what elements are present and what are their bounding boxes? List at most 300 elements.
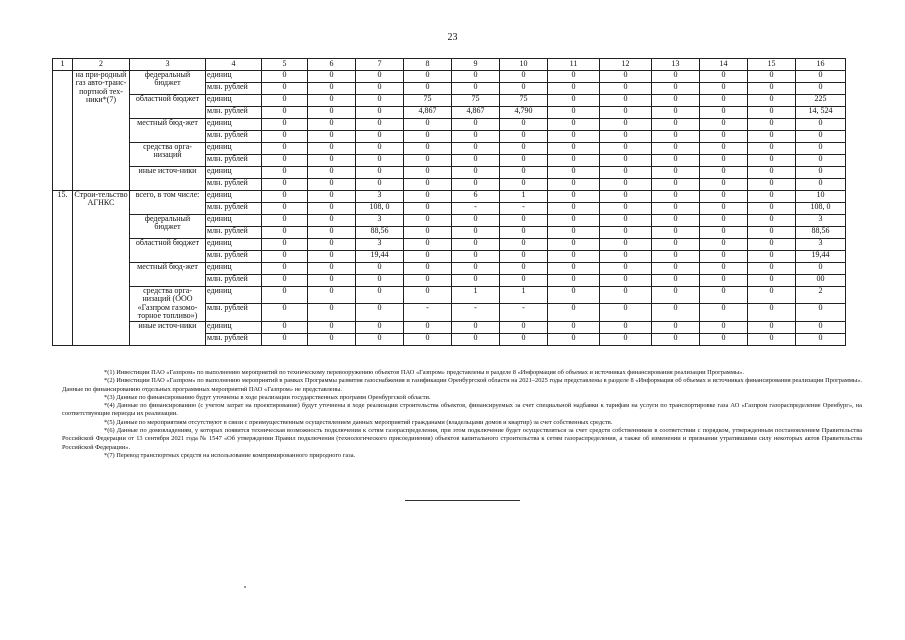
unit-cell: млн. рублей (206, 155, 262, 167)
value-cell: 0 (262, 333, 308, 345)
value-cell: 0 (700, 119, 748, 131)
value-cell: 0 (748, 275, 796, 287)
unit-cell: единиц (206, 95, 262, 107)
value-cell: 0 (262, 263, 308, 275)
table-row (53, 143, 846, 155)
value-cell: 0 (700, 333, 748, 345)
value-cell: 0 (262, 239, 308, 251)
value-cell: 0 (748, 179, 796, 191)
value-cell: 0 (548, 83, 600, 95)
value-cell: 0 (748, 287, 796, 304)
value-cell: 0 (262, 95, 308, 107)
value-cell: 0 (452, 119, 500, 131)
value-cell: 0 (500, 179, 548, 191)
value-cell: 0 (404, 83, 452, 95)
value-cell: 0 (748, 321, 796, 333)
value-cell: 0 (356, 83, 404, 95)
table-row (53, 95, 846, 107)
funding-source: местный бюд-жет (130, 263, 206, 287)
value-cell: 1 (500, 287, 548, 304)
column-number: 14 (700, 59, 748, 71)
value-cell: 0 (404, 227, 452, 239)
value-cell: 0 (262, 227, 308, 239)
value-cell: 0 (262, 143, 308, 155)
value-cell: 4,867 (452, 107, 500, 119)
footnote: *(5) Данные по мероприятиям отсутствуют в связи с преимущественным осуществлением данных мероприятий гражданами (владельцами домов и квартир) за счет собственных средств. (104, 418, 613, 426)
table-row (53, 321, 846, 333)
funding-source: иные источ-ники (130, 167, 206, 191)
value-cell: 0 (652, 119, 700, 131)
value-cell: 0 (700, 167, 748, 179)
unit-cell: единиц (206, 167, 262, 179)
value-cell: 0 (600, 143, 652, 155)
value-cell: 0 (748, 215, 796, 227)
value-cell: 0 (452, 333, 500, 345)
value-cell: 0 (748, 251, 796, 263)
value-cell: 0 (356, 119, 404, 131)
value-cell: 0 (600, 179, 652, 191)
value-cell: 0 (500, 131, 548, 143)
table-row (53, 119, 846, 131)
value-cell: 0 (796, 179, 846, 191)
value-cell: 0 (600, 191, 652, 203)
value-cell: 108, 0 (796, 203, 846, 215)
value-cell: 225 (796, 95, 846, 107)
value-cell: 0 (356, 304, 404, 321)
value-cell: 0 (500, 321, 548, 333)
value-cell: 0 (700, 179, 748, 191)
value-cell: 0 (600, 239, 652, 251)
value-cell: 0 (500, 239, 548, 251)
value-cell: 75 (452, 95, 500, 107)
value-cell: 0 (404, 203, 452, 215)
value-cell: 0 (796, 333, 846, 345)
scan-speck (244, 586, 246, 588)
column-number: 15 (748, 59, 796, 71)
value-cell: 0 (600, 263, 652, 275)
value-cell: 0 (700, 215, 748, 227)
funding-source: федеральный бюджет (130, 71, 206, 95)
value-cell: 0 (404, 143, 452, 155)
value-cell: 0 (262, 275, 308, 287)
value-cell: 4,790 (500, 107, 548, 119)
footnote: *(6) Данные по домовладениям, у которых появится техническая возможность подключения к сетям газораспределения, при этом подключение будет осуществляться за счет средств собственников в соответствии с порядком, утвержденным постановлением Правительства Российской Федерации от 13 сентября 2021 года № 1547 «Об утверждении Правил подключения (технологического присоединения) объектов капитального строительства к сетям газораспределения, а также об изменении и признании утратившими силу некоторых актов Правительства Российской Федерации». (62, 427, 862, 451)
value-cell: 75 (500, 95, 548, 107)
value-cell: 0 (452, 131, 500, 143)
value-cell: 0 (700, 263, 748, 275)
unit-cell: единиц (206, 143, 262, 155)
value-cell: 0 (652, 83, 700, 95)
column-number: 12 (600, 59, 652, 71)
unit-cell: единиц (206, 191, 262, 203)
value-cell: 0 (748, 263, 796, 275)
value-cell: 0 (748, 71, 796, 83)
value-cell: 0 (404, 179, 452, 191)
value-cell: 0 (748, 83, 796, 95)
value-cell: 0 (452, 251, 500, 263)
unit-cell: млн. рублей (206, 333, 262, 345)
value-cell: 0 (548, 191, 600, 203)
value-cell: 0 (548, 263, 600, 275)
value-cell: 0 (308, 143, 356, 155)
value-cell: 4,867 (404, 107, 452, 119)
value-cell: 0 (600, 287, 652, 304)
column-number: 1 (53, 59, 73, 71)
value-cell: 0 (652, 215, 700, 227)
value-cell: 0 (356, 167, 404, 179)
value-cell: 0 (652, 239, 700, 251)
value-cell: 0 (748, 131, 796, 143)
value-cell: 0 (308, 203, 356, 215)
value-cell: 0 (308, 215, 356, 227)
unit-cell: млн. рублей (206, 227, 262, 239)
value-cell: 0 (652, 203, 700, 215)
value-cell: 108, 0 (356, 203, 404, 215)
table-row (53, 71, 846, 83)
value-cell: 0 (600, 227, 652, 239)
value-cell: 0 (652, 227, 700, 239)
value-cell: 75 (404, 95, 452, 107)
value-cell: 0 (700, 321, 748, 333)
value-cell: 0 (600, 167, 652, 179)
value-cell: 0 (452, 275, 500, 287)
value-cell: 0 (652, 167, 700, 179)
value-cell: 0 (356, 131, 404, 143)
value-cell: 0 (700, 239, 748, 251)
value-cell: 14, 524 (796, 107, 846, 119)
value-cell: 0 (500, 215, 548, 227)
column-number: 2 (73, 59, 130, 71)
value-cell: 0 (262, 83, 308, 95)
unit-cell: единиц (206, 71, 262, 83)
value-cell: 0 (404, 155, 452, 167)
value-cell: 19,44 (356, 251, 404, 263)
value-cell: 0 (548, 107, 600, 119)
data-table (52, 58, 846, 346)
value-cell: 19,44 (796, 251, 846, 263)
column-number-row (53, 59, 846, 71)
value-cell: 0 (748, 304, 796, 321)
footnotes (62, 369, 862, 460)
value-cell: 0 (356, 95, 404, 107)
value-cell: 0 (262, 191, 308, 203)
value-cell: 0 (700, 83, 748, 95)
value-cell: 0 (548, 179, 600, 191)
value-cell: 0 (600, 333, 652, 345)
separator-line (405, 500, 520, 501)
value-cell: 3 (356, 239, 404, 251)
value-cell: 0 (600, 95, 652, 107)
value-cell: 0 (796, 71, 846, 83)
value-cell: 0 (308, 287, 356, 304)
value-cell: - (404, 304, 452, 321)
value-cell: 1 (500, 191, 548, 203)
value-cell: 0 (308, 239, 356, 251)
unit-cell: единиц (206, 287, 262, 304)
value-cell: 0 (748, 95, 796, 107)
value-cell: 0 (308, 275, 356, 287)
value-cell: 0 (748, 203, 796, 215)
value-cell: 0 (600, 203, 652, 215)
funding-source: всего, в том числе: (130, 191, 206, 215)
value-cell: 0 (652, 251, 700, 263)
item-name: на при-родный газ авто-транс-портной тех-ники*(7) (73, 71, 130, 191)
footnote: *(1) Инвестиции ПАО «Газпром» по выполнению мероприятий по техническому перевооружению объектов ПАО «Газпром» представлены в разделе 8 «Информация об объемах и источниках финансирования реализации Программы». (104, 369, 744, 376)
value-cell: 3 (796, 239, 846, 251)
column-number: 7 (356, 59, 404, 71)
value-cell: 0 (548, 155, 600, 167)
value-cell: 0 (600, 155, 652, 167)
value-cell: 3 (356, 215, 404, 227)
column-number: 3 (130, 59, 206, 71)
value-cell: 0 (452, 321, 500, 333)
value-cell: 0 (452, 167, 500, 179)
value-cell: 0 (452, 215, 500, 227)
value-cell: 0 (748, 227, 796, 239)
value-cell: 0 (308, 95, 356, 107)
item-number (53, 71, 73, 191)
value-cell: 0 (796, 263, 846, 275)
value-cell: 0 (700, 191, 748, 203)
value-cell: 0 (262, 179, 308, 191)
table-row (53, 287, 846, 304)
value-cell: 0 (356, 155, 404, 167)
unit-cell: единиц (206, 239, 262, 251)
unit-cell: единиц (206, 215, 262, 227)
value-cell: 0 (700, 304, 748, 321)
value-cell: 0 (308, 119, 356, 131)
value-cell: 0 (262, 119, 308, 131)
value-cell: - (452, 304, 500, 321)
value-cell: 0 (404, 119, 452, 131)
value-cell: - (500, 304, 548, 321)
value-cell: 0 (308, 107, 356, 119)
column-number: 10 (500, 59, 548, 71)
funding-source: областной бюджет (130, 95, 206, 119)
value-cell: 3 (356, 191, 404, 203)
footnote: *(4) Данные по финансированию (с учетом затрат на проектирование) будут уточнены в ходе реализации строительства объектов, финансируемых за счет специальной надбавки к тарифам на услуги по транспортировке газа АО «Газпром газораспределение Оренбург», на соответствующие периоды их реализации. (62, 402, 862, 418)
value-cell: 0 (700, 287, 748, 304)
value-cell: 0 (548, 119, 600, 131)
column-number: 8 (404, 59, 452, 71)
value-cell: 0 (700, 251, 748, 263)
value-cell: 0 (356, 107, 404, 119)
value-cell: 0 (600, 215, 652, 227)
value-cell: 0 (262, 107, 308, 119)
value-cell: 0 (262, 304, 308, 321)
value-cell: 0 (652, 304, 700, 321)
value-cell: 0 (404, 287, 452, 304)
value-cell: 0 (652, 95, 700, 107)
value-cell: 0 (548, 239, 600, 251)
value-cell: 0 (308, 155, 356, 167)
footnote: *(2) Инвестиции ПАО «Газпром» по выполнению мероприятий в рамках Программы развития газоснабжения и газификации Оренбургской области на 2021–2025 годы представлены в разделе 8 «Информация об объемах и источниках финансирования реализации Программы». Данные по финансированию отдельных программных мероприятий ПАО «Газпром» не представлены. (62, 377, 862, 393)
value-cell: 0 (308, 83, 356, 95)
value-cell: 0 (356, 179, 404, 191)
value-cell: 0 (652, 321, 700, 333)
value-cell: 0 (548, 287, 600, 304)
value-cell: 0 (308, 167, 356, 179)
column-number: 16 (796, 59, 846, 71)
value-cell: 0 (404, 239, 452, 251)
value-cell: 0 (748, 155, 796, 167)
funding-source: местный бюд-жет (130, 119, 206, 143)
value-cell: 0 (796, 119, 846, 131)
value-cell: 0 (652, 333, 700, 345)
value-cell: 0 (748, 333, 796, 345)
value-cell: 0 (548, 227, 600, 239)
column-number: 4 (206, 59, 262, 71)
value-cell: 0 (652, 179, 700, 191)
value-cell: 0 (262, 215, 308, 227)
unit-cell: млн. рублей (206, 304, 262, 321)
value-cell: 0 (748, 107, 796, 119)
value-cell: 0 (748, 119, 796, 131)
value-cell: 0 (404, 131, 452, 143)
value-cell: 0 (308, 71, 356, 83)
value-cell: 0 (404, 333, 452, 345)
value-cell: 0 (796, 131, 846, 143)
value-cell: 0 (548, 215, 600, 227)
value-cell: 0 (262, 71, 308, 83)
value-cell: 0 (452, 155, 500, 167)
value-cell: 0 (356, 143, 404, 155)
funding-source: федеральный бюджет (130, 215, 206, 239)
value-cell: 0 (700, 203, 748, 215)
unit-cell: млн. рублей (206, 107, 262, 119)
value-cell: 0 (652, 155, 700, 167)
value-cell: 0 (652, 131, 700, 143)
value-cell: 0 (796, 321, 846, 333)
value-cell: 0 (262, 131, 308, 143)
unit-cell: млн. рублей (206, 179, 262, 191)
value-cell: 10 (796, 191, 846, 203)
value-cell: 00 (796, 275, 846, 287)
unit-cell: единиц (206, 321, 262, 333)
value-cell: 0 (404, 263, 452, 275)
value-cell: 0 (404, 191, 452, 203)
table-row (53, 239, 846, 251)
value-cell: 0 (452, 71, 500, 83)
value-cell: 0 (548, 304, 600, 321)
value-cell: 0 (500, 227, 548, 239)
unit-cell: млн. рублей (206, 203, 262, 215)
value-cell: 88,56 (796, 227, 846, 239)
value-cell: 0 (600, 119, 652, 131)
value-cell: 0 (652, 275, 700, 287)
funding-source: средства орга-низаций (130, 143, 206, 167)
value-cell: 0 (652, 263, 700, 275)
value-cell: 0 (356, 333, 404, 345)
value-cell: 0 (500, 71, 548, 83)
table-row (53, 191, 846, 203)
value-cell: 0 (308, 227, 356, 239)
value-cell: 0 (700, 131, 748, 143)
value-cell: 0 (796, 143, 846, 155)
value-cell: 0 (500, 155, 548, 167)
value-cell: 0 (500, 167, 548, 179)
value-cell: 0 (700, 155, 748, 167)
column-number: 6 (308, 59, 356, 71)
item-number: 15. (53, 191, 73, 346)
value-cell: 0 (600, 71, 652, 83)
value-cell: 0 (700, 275, 748, 287)
value-cell: 0 (748, 143, 796, 155)
value-cell: 0 (700, 95, 748, 107)
value-cell: 0 (700, 143, 748, 155)
value-cell: 0 (700, 227, 748, 239)
value-cell: 0 (500, 263, 548, 275)
unit-cell: единиц (206, 263, 262, 275)
value-cell: 0 (548, 95, 600, 107)
value-cell: 0 (452, 263, 500, 275)
table-row (53, 263, 846, 275)
value-cell: 0 (748, 239, 796, 251)
column-number: 5 (262, 59, 308, 71)
value-cell: 0 (308, 333, 356, 345)
value-cell: 0 (404, 251, 452, 263)
column-number: 9 (452, 59, 500, 71)
funding-source: иные источ-ники (130, 321, 206, 345)
value-cell: 0 (652, 191, 700, 203)
value-cell: 0 (500, 275, 548, 287)
value-cell: 0 (356, 287, 404, 304)
value-cell: 0 (262, 321, 308, 333)
value-cell: - (452, 203, 500, 215)
value-cell: 0 (548, 203, 600, 215)
unit-cell: млн. рублей (206, 251, 262, 263)
value-cell: 0 (600, 251, 652, 263)
value-cell: 0 (700, 71, 748, 83)
value-cell: 0 (262, 287, 308, 304)
value-cell: 0 (748, 191, 796, 203)
value-cell: 0 (308, 251, 356, 263)
value-cell: 0 (500, 143, 548, 155)
value-cell: - (500, 203, 548, 215)
column-number: 11 (548, 59, 600, 71)
value-cell: 0 (308, 321, 356, 333)
value-cell: 0 (308, 179, 356, 191)
value-cell: 0 (548, 275, 600, 287)
value-cell: 0 (356, 275, 404, 287)
value-cell: 0 (796, 155, 846, 167)
value-cell: 0 (748, 167, 796, 179)
value-cell: 0 (262, 155, 308, 167)
value-cell: 0 (500, 119, 548, 131)
value-cell: 0 (262, 251, 308, 263)
value-cell: 0 (500, 83, 548, 95)
value-cell: 0 (308, 304, 356, 321)
column-number: 13 (652, 59, 700, 71)
unit-cell: единиц (206, 119, 262, 131)
unit-cell: млн. рублей (206, 275, 262, 287)
value-cell: 0 (356, 71, 404, 83)
value-cell: 0 (452, 227, 500, 239)
value-cell: 0 (652, 107, 700, 119)
value-cell: 0 (404, 215, 452, 227)
table-row (53, 167, 846, 179)
value-cell: 0 (500, 251, 548, 263)
value-cell: 1 (452, 287, 500, 304)
unit-cell: млн. рублей (206, 131, 262, 143)
value-cell: 0 (652, 287, 700, 304)
value-cell: 0 (452, 239, 500, 251)
value-cell: 88,56 (356, 227, 404, 239)
value-cell: 0 (600, 107, 652, 119)
value-cell: 0 (452, 179, 500, 191)
value-cell: 0 (404, 321, 452, 333)
page-number: 23 (447, 32, 458, 43)
